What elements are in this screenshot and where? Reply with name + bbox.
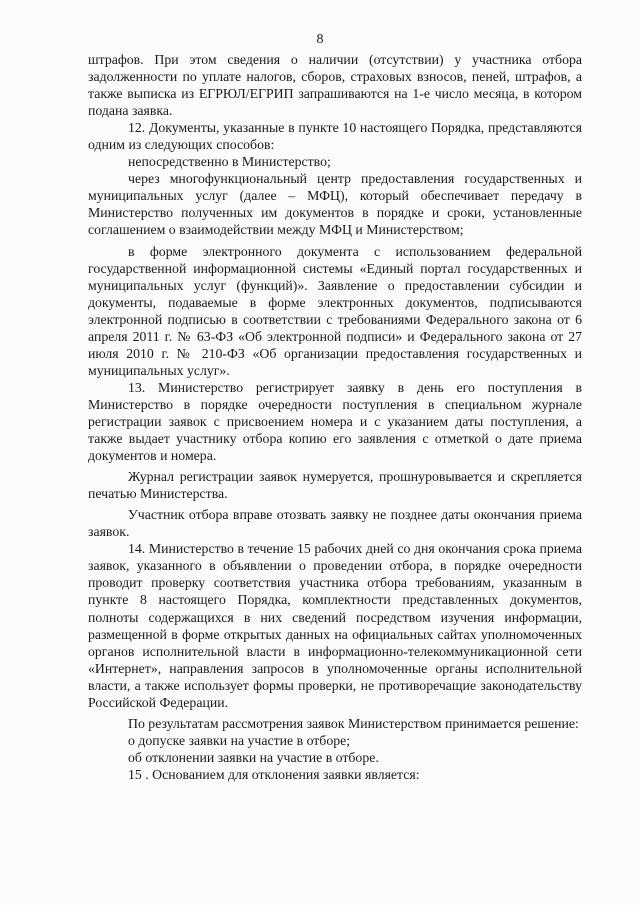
document-body (88, 51, 582, 783)
paragraph-clause-12: 12. Документы, указанные в пункте 10 настоящего Порядка, представляются одним из следующих способов: (88, 120, 582, 153)
paragraph-method-ministry: непосредственно в Министерство; (128, 154, 331, 170)
paragraph-withdrawal: Участник отбора вправе отозвать заявку не позднее даты окончания приема заявок. (88, 507, 582, 540)
paragraph-continuation: штрафов. При этом сведения о наличии (отсутствии) у участника отбора задолженности по уплате налогов, сборов, страховых взносов, пеней, штрафов, а также выписка из ЕГРЮЛ/ЕГРИП запрашиваются на 1-е число месяца, в котором подана заявка. (88, 52, 582, 119)
paragraph-rejection: об отклонении заявки на участие в отборе. (128, 749, 379, 765)
paragraph-method-mfc: через многофункциональный центр предоставления государственных и муниципальных услуг (далее – МФЦ), который обеспечивает передачу в Министерство полученных им документов в порядке и сроки, установленные соглашением о взаимодействии между МФЦ и Министерством; (88, 171, 582, 238)
page-number: 8 (316, 32, 324, 47)
paragraph-admission: о допуске заявки на участие в отборе; (128, 732, 351, 748)
paragraph-clause-14: 14. Министерство в течение 15 рабочих дней со дня окончания срока приема заявок, указанного в объявлении о проведении отбора, в порядке очередности проводит проверку соответствия участника отбора требованиям, указанным в пункте 8 настоящего Порядка, комплектности представленных документов, полноты содержащихся в них сведений посредством изучения информации, размещенной в форме открытых данных на официальных сайтах уполномоченных органов исполнительной власти в информационно-телекоммуникационной сети «Интернет», направления запросов в уполномоченные органы исполнительной власти, а также использует формы проверки, не противоречащие законодательству Российской Федерации. (88, 541, 582, 710)
paragraph-clause-15: 15 . Основанием для отклонения заявки является: (128, 766, 420, 782)
paragraph-registration-journal: Журнал регистрации заявок нумеруется, прошнуровывается и скрепляется печатью Министерства. (88, 469, 582, 502)
paragraph-clause-13: 13. Министерство регистрирует заявку в день его поступления в Министерство в порядке очередности поступления в специальном журнале регистрации заявок с присвоением номера и с указанием даты поступления, а также выдает участнику отбора копию его заявления с отметкой о дате приема документов и номера. (88, 379, 582, 464)
paragraph-method-electronic: в форме электронного документа с использованием федеральной государственной информационной системы «Единый портал государственных и муниципальных услуг (функций)». Заявление о предоставлении субсидии и документы, подаваемые в форме электронных документов, подписываются электронной подписью в соответствии с требованиями Федерального закона от 6 апреля 2011 г. № 63-ФЗ «Об электронной подписи» и Федерального закона от 27 июля 2010 г. № 210-ФЗ «Об организации предоставления государственных и муниципальных услуг». (88, 243, 582, 378)
paragraph-decision: По результатам рассмотрения заявок Министерством принимается решение: (128, 715, 579, 731)
